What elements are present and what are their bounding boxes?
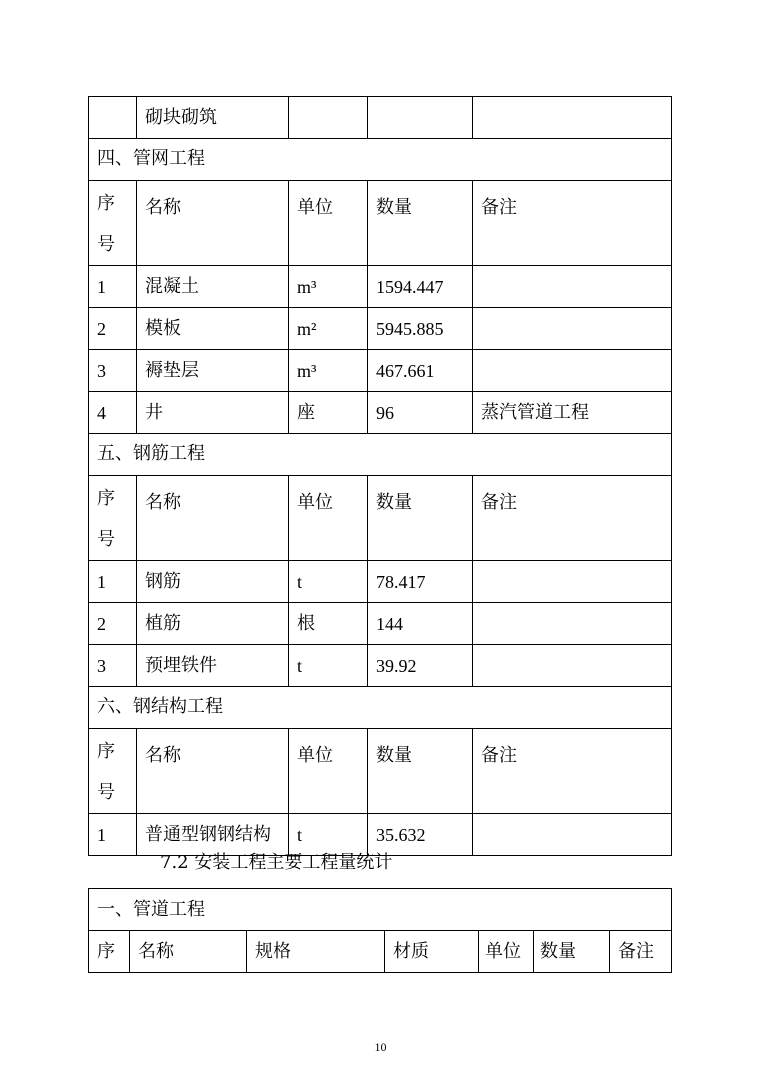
header-qty: 数量 [540,941,576,962]
section-heading: 7.2 安装工程主要工程量统计 [160,852,393,873]
table-row: 4 井 座 96 蒸汽管道工程 [89,392,672,434]
section-title: 一、管道工程 [97,899,205,920]
masonry-item: 砌块砌筑 [145,107,217,128]
header-unit: 单位 [297,197,333,218]
header-unit: 单位 [485,941,521,962]
section-title-row [89,434,672,476]
header-note: 备注 [618,941,654,962]
header-name: 名称 [145,197,181,218]
header-row [89,931,672,973]
section-title-row [89,889,672,931]
table-row: 2 模板 m² 5945.885 [89,308,672,350]
header-seq: 序 [97,941,115,962]
quantity-table-civil [88,96,672,856]
header-seq: 序 号 [97,741,115,803]
section-title: 六、钢结构工程 [97,696,223,717]
header-name: 名称 [138,941,174,962]
header-material: 材质 [393,941,429,962]
header-note: 备注 [481,197,517,218]
table-row: 2 植筋 根 144 [89,603,672,645]
header-row [89,181,672,266]
table-row: 1 钢筋 t 78.417 [89,561,672,603]
header-seq: 序 号 [97,193,115,255]
header-row: 序 号 名称 单位 数量 备注 [89,476,672,561]
table-row: 1 普通型钢钢结构 t 35.632 [89,814,672,856]
section-title: 五、钢筋工程 [97,443,205,464]
header-qty: 数量 [376,197,412,218]
table-row: 1 混凝土 m³ 1594.447 [89,266,672,308]
section-title-row [89,139,672,181]
quantity-table-installation [88,888,672,973]
header-seq: 序 号 [97,488,115,550]
table-row: 3 预埋铁件 t 39.92 [89,645,672,687]
page-number: 10 [374,1040,387,1054]
table-row: 3 褥垫层 m³ 467.661 [89,350,672,392]
header-row: 序 号 名称 单位 数量 备注 [89,729,672,814]
section-title-row [89,687,672,729]
table-row [89,97,672,139]
section-title: 四、管网工程 [97,148,205,169]
header-spec: 规格 [255,941,291,962]
